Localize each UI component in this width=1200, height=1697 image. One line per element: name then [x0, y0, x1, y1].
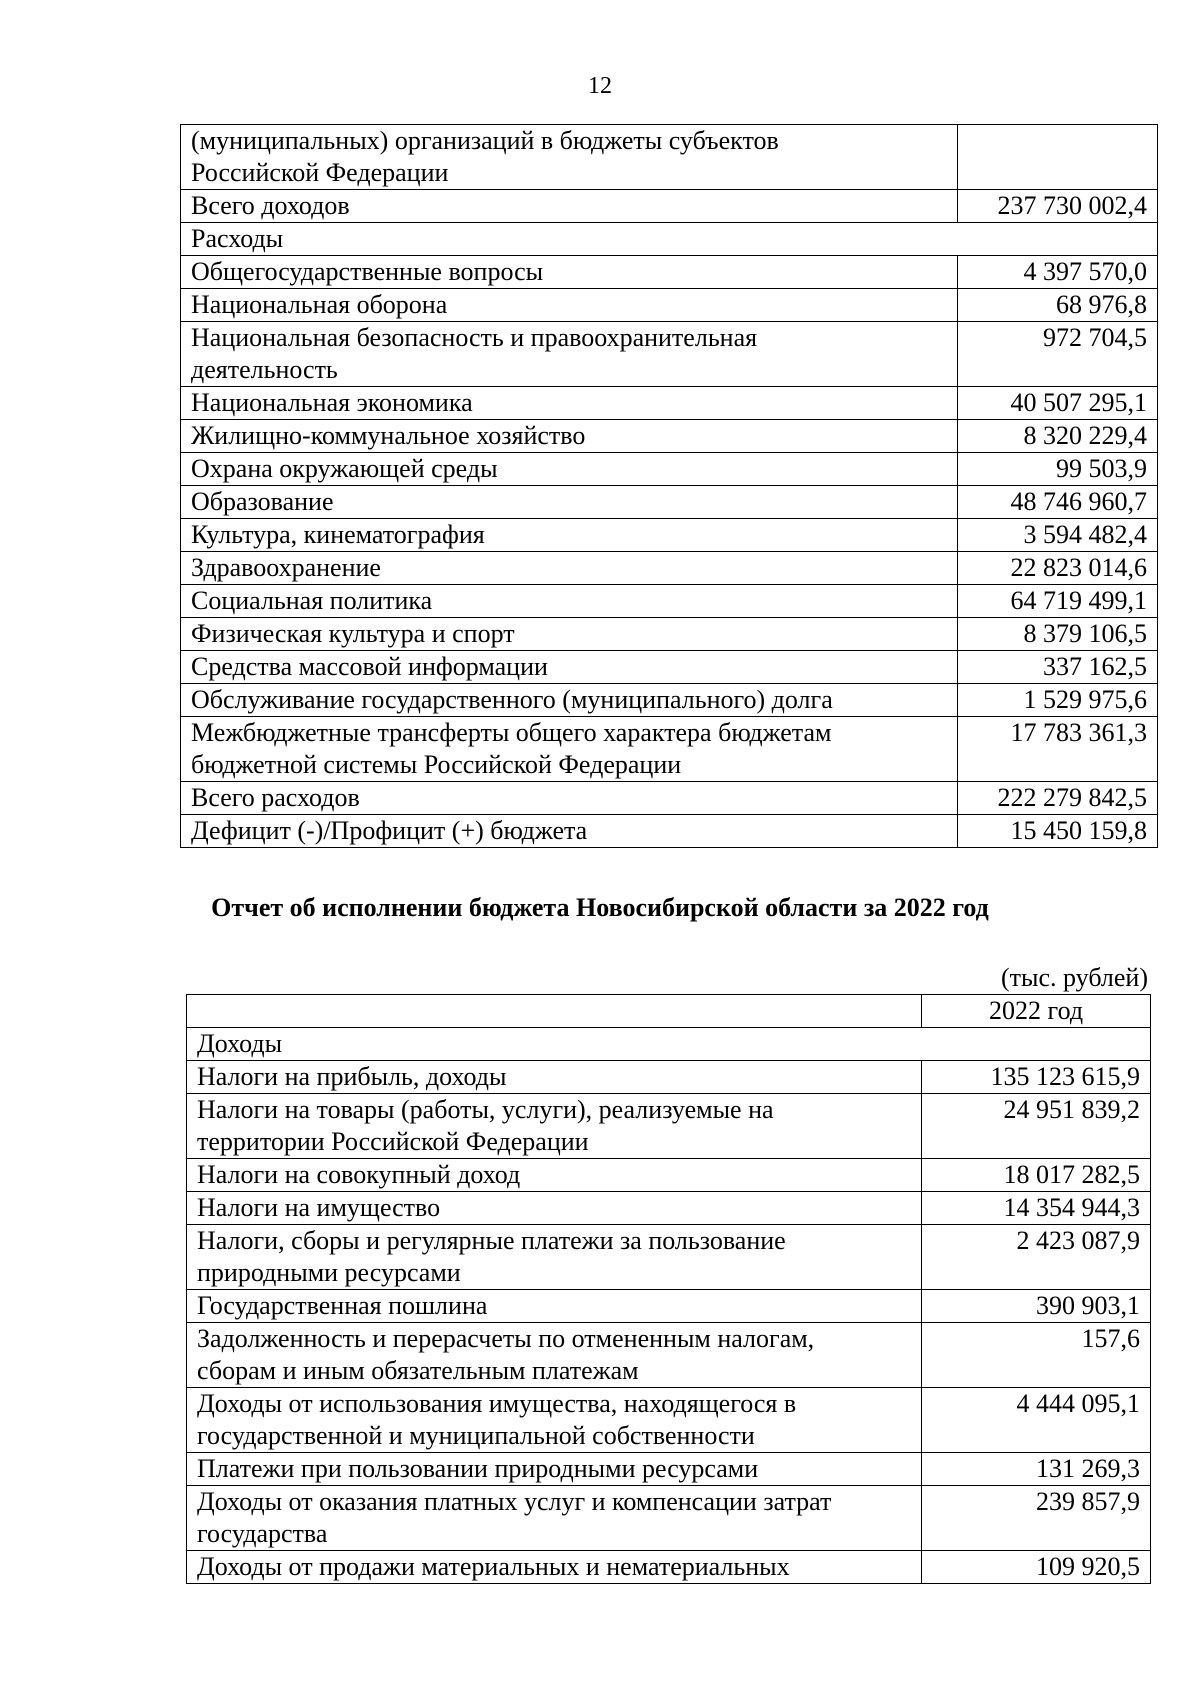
row-value: 337 162,5 [958, 651, 1158, 684]
year-header: 2022 год [922, 995, 1151, 1028]
row-value: 972 704,5 [958, 322, 1158, 387]
row-value: 14 354 944,3 [922, 1192, 1151, 1225]
table-row [181, 519, 1158, 552]
row-value: 109 920,5 [922, 1551, 1151, 1584]
row-value: 135 123 615,9 [922, 1061, 1151, 1094]
row-value: 40 507 295,1 [958, 387, 1158, 420]
row-label: Здравоохранение [181, 552, 958, 585]
table-row [181, 125, 1158, 190]
table-row [187, 1551, 1151, 1584]
row-value: 17 783 361,3 [958, 717, 1158, 782]
row-value: 237 730 002,4 [958, 190, 1158, 223]
table-row [181, 322, 1158, 387]
row-value: 48 746 960,7 [958, 486, 1158, 519]
header-empty-cell [187, 995, 922, 1028]
row-label: Налоги на товары (работы, услуги), реализуемые на территории Российской Федерации [187, 1094, 922, 1159]
row-label: Задолженность и перерасчеты по отмененным налогам, сборам и иным обязательным платежам [187, 1323, 922, 1388]
row-value: 157,6 [922, 1323, 1151, 1388]
row-value: 222 279 842,5 [958, 782, 1158, 815]
section-header-cell: Доходы [187, 1028, 1151, 1061]
row-label: Всего расходов [181, 782, 958, 815]
row-value: 390 903,1 [922, 1290, 1151, 1323]
table-row [181, 486, 1158, 519]
row-value: 4 397 570,0 [958, 256, 1158, 289]
table-row [181, 684, 1158, 717]
table-row [187, 1453, 1151, 1486]
table-row [187, 1159, 1151, 1192]
table-row [187, 1290, 1151, 1323]
table-row [187, 1061, 1151, 1094]
table-row [181, 190, 1158, 223]
row-label: Средства массовой информации [181, 651, 958, 684]
row-value: 22 823 014,6 [958, 552, 1158, 585]
row-value: 8 379 106,5 [958, 618, 1158, 651]
table-row [187, 1028, 1151, 1061]
table-row [187, 1323, 1151, 1388]
row-value: 68 976,8 [958, 289, 1158, 322]
row-value: 3 594 482,4 [958, 519, 1158, 552]
row-label: Всего доходов [181, 190, 958, 223]
row-label: Национальная оборона [181, 289, 958, 322]
row-value: 64 719 499,1 [958, 585, 1158, 618]
table-row [187, 1486, 1151, 1551]
section-title: Отчет об исполнении бюджета Новосибирской области за 2022 год [211, 893, 989, 922]
row-label: (муниципальных) организаций в бюджеты субъектов Российской Федерации [181, 125, 958, 190]
row-label: Обслуживание государственного (муниципального) долга [181, 684, 958, 717]
table-row [181, 256, 1158, 289]
table-row [181, 782, 1158, 815]
table-row [181, 552, 1158, 585]
row-label: Налоги на имущество [187, 1192, 922, 1225]
row-label: Общегосударственные вопросы [181, 256, 958, 289]
row-value: 131 269,3 [922, 1453, 1151, 1486]
row-label: Доходы от оказания платных услуг и компенсации затрат государства [187, 1486, 922, 1551]
row-label: Культура, кинематография [181, 519, 958, 552]
expenses-table [180, 124, 1158, 848]
row-value: 99 503,9 [958, 453, 1158, 486]
table-row [181, 618, 1158, 651]
units-label: (тыс. рублей) [1000, 963, 1148, 992]
table-row [181, 453, 1158, 486]
row-label: Государственная пошлина [187, 1290, 922, 1323]
table-row [181, 420, 1158, 453]
row-label: Образование [181, 486, 958, 519]
table-row [181, 289, 1158, 322]
income-table [186, 994, 1151, 1584]
row-label: Охрана окружающей среды [181, 453, 958, 486]
row-label: Межбюджетные трансферты общего характера бюджетам бюджетной системы Российской Федерации [181, 717, 958, 782]
row-value: 15 450 159,8 [958, 815, 1158, 848]
row-label: Доходы от использования имущества, находящегося в государственной и муниципальной собственности [187, 1388, 922, 1453]
table-row [181, 387, 1158, 420]
table-row [181, 717, 1158, 782]
row-value: 2 423 087,9 [922, 1225, 1151, 1290]
row-value: 1 529 975,6 [958, 684, 1158, 717]
row-value: 24 951 839,2 [922, 1094, 1151, 1159]
table-row [187, 1094, 1151, 1159]
row-value: 18 017 282,5 [922, 1159, 1151, 1192]
page-number: 12 [588, 73, 612, 99]
table-row [181, 815, 1158, 848]
row-label: Социальная политика [181, 585, 958, 618]
row-label: Налоги, сборы и регулярные платежи за пользование природными ресурсами [187, 1225, 922, 1290]
row-label: Платежи при пользовании природными ресурсами [187, 1453, 922, 1486]
row-label: Национальная экономика [181, 387, 958, 420]
table-header-row [187, 995, 1151, 1028]
table-row [181, 223, 1158, 256]
row-value [958, 125, 1158, 190]
row-label: Жилищно-коммунальное хозяйство [181, 420, 958, 453]
table-row [187, 1192, 1151, 1225]
row-value: 4 444 095,1 [922, 1388, 1151, 1453]
row-label: Дефицит (-)/Профицит (+) бюджета [181, 815, 958, 848]
section-header-cell: Расходы [181, 223, 1158, 256]
row-label: Национальная безопасность и правоохранительная деятельность [181, 322, 958, 387]
row-label: Налоги на совокупный доход [187, 1159, 922, 1192]
table-row [187, 1388, 1151, 1453]
row-value: 239 857,9 [922, 1486, 1151, 1551]
row-value: 8 320 229,4 [958, 420, 1158, 453]
table-row [181, 585, 1158, 618]
row-label: Налоги на прибыль, доходы [187, 1061, 922, 1094]
table-row [187, 1225, 1151, 1290]
row-label: Физическая культура и спорт [181, 618, 958, 651]
row-label: Доходы от продажи материальных и нематериальных [187, 1551, 922, 1584]
table-row [181, 651, 1158, 684]
